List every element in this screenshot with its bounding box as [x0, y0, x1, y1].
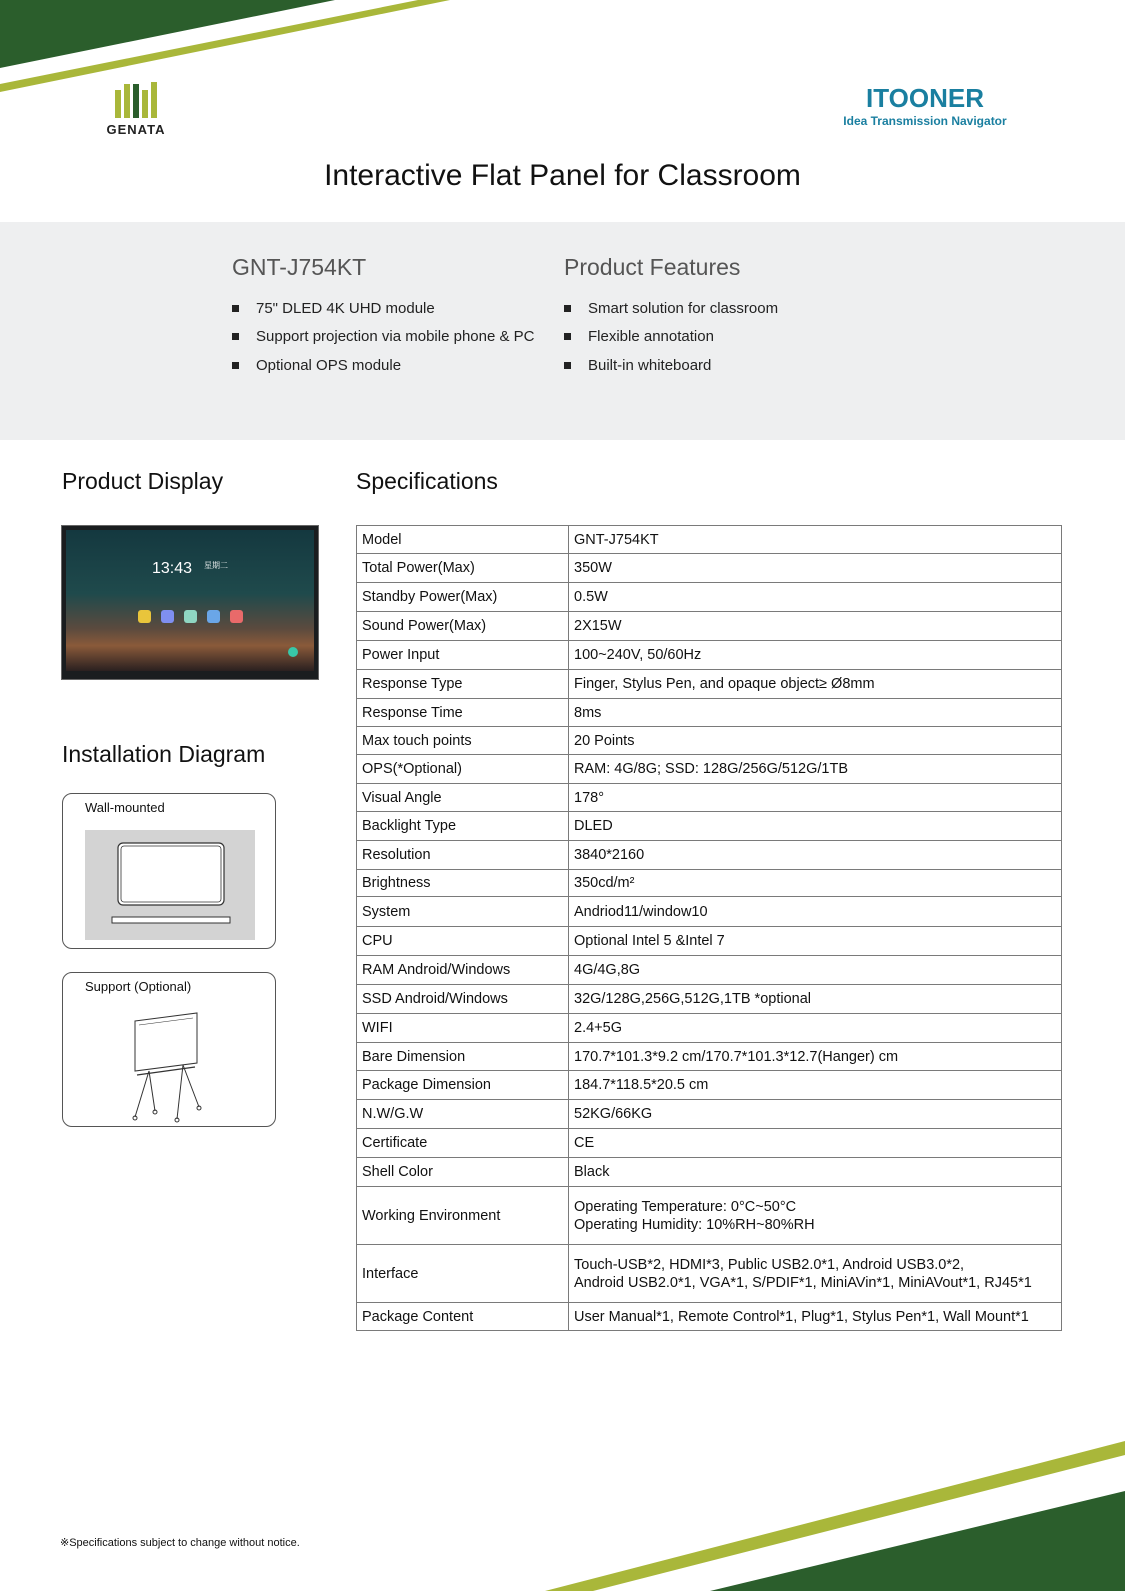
- list-item-text: Built-in whiteboard: [588, 356, 712, 374]
- spec-value-cell: 4G/4G,8G: [569, 956, 1062, 985]
- spec-key-cell: Response Time: [357, 699, 569, 727]
- table-row: [357, 727, 1062, 755]
- spec-value-cell: 20 Points: [569, 727, 1062, 755]
- spec-value-cell: 178°: [569, 784, 1062, 812]
- spec-value-cell: Black: [569, 1158, 1062, 1187]
- spec-value-cell: User Manual*1, Remote Control*1, Plug*1, Stylus Pen*1, Wall Mount*1: [569, 1303, 1062, 1331]
- screen-date: 星期二: [204, 561, 228, 570]
- media-app-icon: [230, 610, 243, 623]
- support-stand-label: Support (Optional): [85, 979, 192, 994]
- spec-value-cell: Finger, Stylus Pen, and opaque object≥ Ø8mm: [569, 670, 1062, 699]
- table-row: [357, 841, 1062, 870]
- spec-value-cell: 184.7*118.5*20.5 cm: [569, 1071, 1062, 1100]
- list-item-text: Support projection via mobile phone & PC: [256, 328, 535, 346]
- spec-key-cell: Power Input: [357, 641, 569, 670]
- table-row: [357, 985, 1062, 1014]
- list-item: [564, 323, 884, 352]
- spec-key-cell: Working Environment: [357, 1187, 569, 1245]
- table-row: [357, 526, 1062, 554]
- spec-key-cell: SSD Android/Windows: [357, 985, 569, 1014]
- table-row: [357, 641, 1062, 670]
- list-item-text: Smart solution for classroom: [588, 299, 779, 317]
- table-row: [357, 956, 1062, 985]
- spec-key-cell: System: [357, 897, 569, 927]
- table-row: [357, 1129, 1062, 1158]
- list-item: [564, 351, 884, 380]
- model-block: [232, 254, 552, 380]
- itooner-logo: [830, 84, 1020, 128]
- spec-value-cell: DLED: [569, 812, 1062, 841]
- panel-screen: [66, 530, 314, 671]
- table-row: [357, 1071, 1062, 1100]
- table-row: [357, 1158, 1062, 1187]
- table-row: [357, 1100, 1062, 1129]
- spec-key-cell: CPU: [357, 927, 569, 956]
- product-display-image: [61, 525, 319, 680]
- spec-key-cell: Shell Color: [357, 1158, 569, 1187]
- spec-key-cell: Visual Angle: [357, 784, 569, 812]
- footer-stripe-decoration: [545, 1441, 1125, 1591]
- features-block: [564, 254, 884, 380]
- folder-app-icon: [138, 610, 151, 623]
- table-row: [357, 755, 1062, 784]
- spec-value-cell: GNT-J754KT: [569, 526, 1062, 554]
- page-title: Interactive Flat Panel for Classroom: [324, 159, 801, 192]
- specifications-table: [356, 525, 1062, 1331]
- mobile-stand-diagram-icon: [127, 1007, 207, 1123]
- spec-key-cell: OPS(*Optional): [357, 755, 569, 784]
- spec-value-cell: Optional Intel 5 &Intel 7: [569, 927, 1062, 956]
- spec-value-cell: 350cd/m²: [569, 870, 1062, 897]
- spec-value-cell: 32G/128G,256G,512G,1TB *optional: [569, 985, 1062, 1014]
- whiteboard-app-icon: [161, 610, 174, 623]
- bullet-square-icon: [564, 333, 571, 340]
- spec-key-cell: Interface: [357, 1245, 569, 1303]
- table-row: [357, 670, 1062, 699]
- spec-value-cell: 350W: [569, 554, 1062, 583]
- spec-key-cell: WIFI: [357, 1014, 569, 1043]
- table-row: [357, 1014, 1062, 1043]
- spec-value-cell: Andriod11/window10: [569, 897, 1062, 927]
- wall-mounted-label: Wall-mounted: [85, 800, 165, 815]
- bullet-square-icon: [564, 362, 571, 369]
- table-row: [357, 583, 1062, 612]
- spec-key-cell: N.W/G.W: [357, 1100, 569, 1129]
- model-feature-list: [232, 294, 552, 380]
- bullet-square-icon: [232, 333, 239, 340]
- cast-app-icon: [207, 610, 220, 623]
- spec-key-cell: Total Power(Max): [357, 554, 569, 583]
- installation-title: Installation Diagram: [62, 741, 266, 767]
- spec-key-cell: Resolution: [357, 841, 569, 870]
- header-stripe-decoration: [0, 0, 460, 100]
- list-item-text: 75" DLED 4K UHD module: [256, 299, 435, 317]
- bullet-square-icon: [232, 305, 239, 312]
- list-item-text: Flexible annotation: [588, 328, 714, 346]
- spec-value-cell: 100~240V, 50/60Hz: [569, 641, 1062, 670]
- spec-key-cell: Backlight Type: [357, 812, 569, 841]
- table-row: [357, 1187, 1062, 1245]
- spec-value-cell: 2X15W: [569, 612, 1062, 641]
- wall-mounted-diagram-icon: [85, 830, 255, 940]
- product-feature-list: [564, 294, 884, 380]
- table-row: [357, 1245, 1062, 1303]
- spec-key-cell: Package Content: [357, 1303, 569, 1331]
- spec-key-cell: Package Dimension: [357, 1071, 569, 1100]
- table-row: [357, 870, 1062, 897]
- wall-mounted-box: [62, 793, 276, 949]
- genata-mark-icon: [96, 82, 176, 118]
- spec-value-cell: 0.5W: [569, 583, 1062, 612]
- spec-key-cell: Brightness: [357, 870, 569, 897]
- spec-key-cell: Bare Dimension: [357, 1043, 569, 1071]
- spec-key-cell: RAM Android/Windows: [357, 956, 569, 985]
- screen-app-row: [138, 610, 243, 623]
- features-title: Product Features: [564, 254, 741, 280]
- table-row: [357, 1043, 1062, 1071]
- bullet-square-icon: [232, 362, 239, 369]
- list-item: [232, 294, 552, 323]
- spec-key-cell: Standby Power(Max): [357, 583, 569, 612]
- assistive-ball-icon: [288, 647, 298, 657]
- spec-value-cell: 170.7*101.3*9.2 cm/170.7*101.3*12.7(Hanger) cm: [569, 1043, 1062, 1071]
- spec-value-cell: 52KG/66KG: [569, 1100, 1062, 1129]
- spec-value-cell: 3840*2160: [569, 841, 1062, 870]
- features-band: [0, 222, 1125, 440]
- table-row: [357, 927, 1062, 956]
- table-row: [357, 812, 1062, 841]
- spec-value-cell: 8ms: [569, 699, 1062, 727]
- spec-value-cell: Operating Temperature: 0°C~50°C Operating Humidity: 10%RH~80%RH: [569, 1187, 1062, 1245]
- table-row: [357, 897, 1062, 927]
- specifications-title: Specifications: [356, 468, 498, 494]
- table-row: [357, 554, 1062, 583]
- footnote: ※Specifications subject to change without notice.: [60, 1537, 300, 1549]
- spec-key-cell: Sound Power(Max): [357, 612, 569, 641]
- spec-value-cell: 2.4+5G: [569, 1014, 1062, 1043]
- spec-key-cell: Certificate: [357, 1129, 569, 1158]
- spec-key-cell: Response Type: [357, 670, 569, 699]
- screen-clock: 13:43: [152, 560, 193, 577]
- spec-key-cell: Model: [357, 526, 569, 554]
- genata-wordmark: GENATA: [106, 122, 166, 137]
- spec-value-cell: RAM: 4G/8G; SSD: 128G/256G/512G/1TB: [569, 755, 1062, 784]
- list-item: [564, 294, 884, 323]
- genata-logo: [96, 82, 176, 142]
- table-row: [357, 612, 1062, 641]
- bullet-square-icon: [564, 305, 571, 312]
- model-title: GNT-J754KT: [232, 254, 367, 280]
- itooner-wordmark: ITOONER: [866, 83, 984, 113]
- spec-value-cell: Touch-USB*2, HDMI*3, Public USB2.0*1, Android USB3.0*2, Android USB2.0*1, VGA*1, S/PDIF*1, MiniAVin*1, MiniAVout*1, RJ45*1: [569, 1245, 1062, 1303]
- support-stand-box: [62, 972, 276, 1127]
- list-item-text: Optional OPS module: [256, 356, 402, 374]
- list-item: [232, 323, 552, 352]
- product-display-title: Product Display: [62, 468, 224, 494]
- table-row: [357, 699, 1062, 727]
- table-row: [357, 1303, 1062, 1331]
- list-item: [232, 351, 552, 380]
- table-row: [357, 784, 1062, 812]
- spec-value-cell: CE: [569, 1129, 1062, 1158]
- browser-app-icon: [184, 610, 197, 623]
- itooner-tagline: Idea Transmission Navigator: [843, 114, 1007, 128]
- spec-key-cell: Max touch points: [357, 727, 569, 755]
